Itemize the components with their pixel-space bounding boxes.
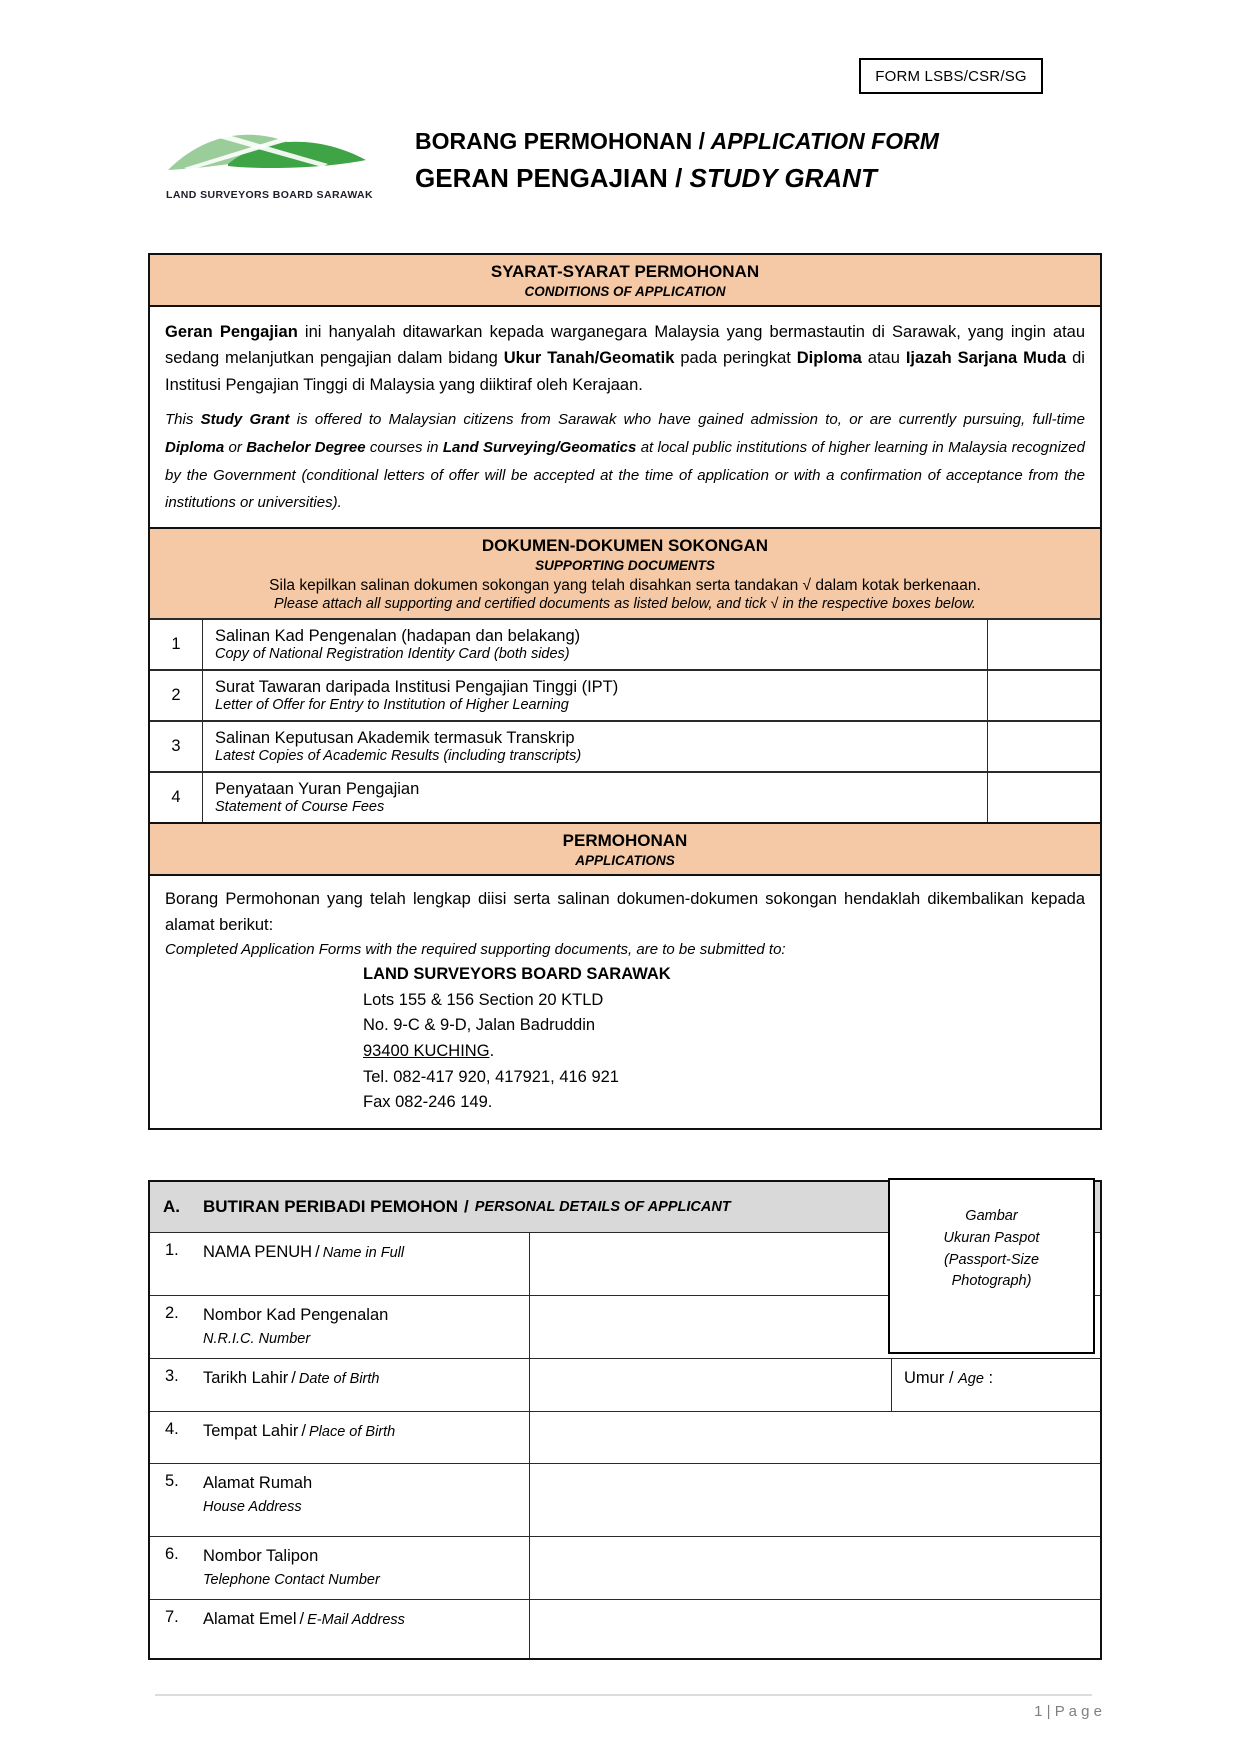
form-reference-box xyxy=(859,58,1043,94)
date-of-birth-input-cell[interactable] xyxy=(530,1359,891,1411)
address-name: LAND SURVEYORS BOARD SARAWAK xyxy=(363,965,671,984)
section-a-heading-en: PERSONAL DETAILS OF APPLICANT xyxy=(474,1199,731,1215)
address-line1: Lots 155 & 156 Section 20 KTLD xyxy=(363,990,604,1009)
form-title-line2: GERAN PENGAJIAN / STUDY GRANT xyxy=(415,163,877,193)
document-row xyxy=(150,669,1100,720)
conditions-paragraph-en: This Study Grant is offered to Malaysian citizens from Sarawak who have gained admission to, or are currently pursuing, full-time Diploma or Bachelor Degree courses in Land Surveying/Geomatics at local public institutions of higher learning in Malaysia recognized by the Government (conditional letters of offer will be accepted at the time of application or with a confirmation of acceptance from the institutions or universities). xyxy=(165,411,1085,512)
field-row-date-of-birth xyxy=(150,1358,1100,1411)
conditions-heading-en: CONDITIONS OF APPLICATION xyxy=(524,284,726,299)
field-label: 4. Tempat Lahir / Place of Birth xyxy=(150,1412,530,1463)
lsbs-logo xyxy=(166,120,374,201)
address-fax: Fax 082-246 149. xyxy=(363,1093,493,1112)
logo-caption: LAND SURVEYORS BOARD SARAWAK xyxy=(166,189,374,201)
form-reference-label: FORM LSBS/CSR/SG xyxy=(875,67,1027,85)
document-row-number: 4 xyxy=(150,773,203,822)
tick-box-cell-2[interactable] xyxy=(987,671,1100,720)
documents-heading-en: SUPPORTING DOCUMENTS xyxy=(535,558,715,574)
address-city-line: 93400 KUCHING. xyxy=(363,1041,495,1060)
applications-heading-my: PERMOHONAN xyxy=(562,831,688,851)
address-tel: Tel. 082-417 920, 417921, 416 921 xyxy=(363,1067,619,1086)
place-of-birth-input-cell[interactable] xyxy=(530,1412,1100,1463)
document-row xyxy=(150,720,1100,771)
logo-hills-icon xyxy=(166,120,371,182)
field-label: 3. Tarikh Lahir / Date of Birth xyxy=(150,1359,530,1411)
document-row-number: 3 xyxy=(150,722,203,771)
conditions-heading-band xyxy=(150,255,1100,305)
conditions-and-documents-table xyxy=(148,253,1102,1130)
house-address-input-cell[interactable] xyxy=(530,1464,1100,1536)
documents-instruction-my: Sila kepilkan salinan dokumen sokongan yang telah disahkan serta tandakan √ dalam kotak berkenaan. xyxy=(269,577,981,595)
section-a-heading-my: BUTIRAN PERIBADI PEMOHON xyxy=(203,1197,459,1216)
form-title-block xyxy=(415,128,939,194)
document-row-number: 1 xyxy=(150,620,203,669)
document-row-description: Surat Tawaran daripada Institusi Pengajian Tinggi (IPT) Letter of Offer for Entry to Institution of Higher Learning xyxy=(215,678,619,714)
field-label: 6. Nombor Talipon Telephone Contact Number xyxy=(150,1537,530,1599)
applications-heading-en: APPLICATIONS xyxy=(575,853,675,869)
document-row xyxy=(150,618,1100,669)
document-row-description: Salinan Kad Pengenalan (hadapan dan belakang) Copy of National Registration Identity Card (both sides) xyxy=(215,627,581,663)
address-line2: No. 9-C & 9-D, Jalan Badruddin xyxy=(363,1016,596,1035)
section-a-heading-separator: / xyxy=(464,1197,469,1216)
conditions-heading-my: SYARAT-SYARAT PERMOHONAN xyxy=(490,262,760,281)
conditions-text-cell xyxy=(150,305,1100,527)
age-input-cell[interactable]: Umur / Age : xyxy=(891,1359,1100,1411)
submission-address-block xyxy=(363,962,1085,1115)
document-row-description: Penyataan Yuran Pengajian Statement of Course Fees xyxy=(215,780,420,816)
applications-paragraph-en: Completed Application Forms with the required supporting documents, are to be submitted to: xyxy=(165,941,786,959)
documents-heading-my: DOKUMEN-DOKUMEN SOKONGAN xyxy=(481,536,769,556)
telephone-input-cell[interactable] xyxy=(530,1537,1100,1599)
section-a-label: A. xyxy=(163,1197,180,1216)
form-title-line1: BORANG PERMOHONAN / APPLICATION FORM xyxy=(415,128,939,154)
applications-paragraph-my: Borang Permohonan yang telah lengkap diisi serta salinan dokumen-dokumen sokongan hendaklah dikembalikan kepada alamat berikut: xyxy=(165,890,1085,934)
document-row-number: 2 xyxy=(150,671,203,720)
passport-photo-box[interactable]: Gambar Ukuran Paspot (Passport-Size Photograph) xyxy=(888,1178,1095,1354)
field-row-telephone xyxy=(150,1536,1100,1599)
document-row xyxy=(150,771,1100,822)
applications-text-cell xyxy=(150,874,1100,1128)
tick-box-cell-4[interactable] xyxy=(987,773,1100,822)
field-label: 1. NAMA PENUH / Name in Full xyxy=(150,1233,530,1295)
field-label: 5. Alamat Rumah House Address xyxy=(150,1464,530,1536)
field-row-place-of-birth xyxy=(150,1411,1100,1463)
footer-divider xyxy=(155,1694,1092,1696)
email-input-cell[interactable] xyxy=(530,1600,1100,1658)
conditions-paragraph-my: Geran Pengajian ini hanyalah ditawarkan kepada warganegara Malaysia yang bermastautin di Sarawak, yang ingin atau sedang melanjutkan pengajian dalam bidang Ukur Tanah/Geomatik pada peringkat Diploma atau Ijazah Sarjana Muda di Institusi Pengajian Tinggi di Malaysia yang diiktiraf oleh Kerajaan. xyxy=(165,323,1086,394)
document-row-description: Salinan Keputusan Akademik termasuk Transkrip Latest Copies of Academic Results (including transcripts) xyxy=(215,729,582,765)
tick-box-cell-1[interactable] xyxy=(987,620,1100,669)
field-row-house-address xyxy=(150,1463,1100,1536)
tick-box-cell-3[interactable] xyxy=(987,722,1100,771)
field-label: 7. Alamat Emel / E-Mail Address xyxy=(150,1600,530,1658)
documents-heading-band xyxy=(150,527,1100,618)
field-label: 2. Nombor Kad Pengenalan N.R.I.C. Number xyxy=(150,1296,530,1358)
field-row-email xyxy=(150,1599,1100,1658)
documents-instruction-en: Please attach all supporting and certified documents as listed below, and tick √ in the respective boxes below. xyxy=(274,596,976,613)
page-number: 1 | P a g e xyxy=(1034,1703,1102,1720)
applications-heading-band xyxy=(150,822,1100,874)
